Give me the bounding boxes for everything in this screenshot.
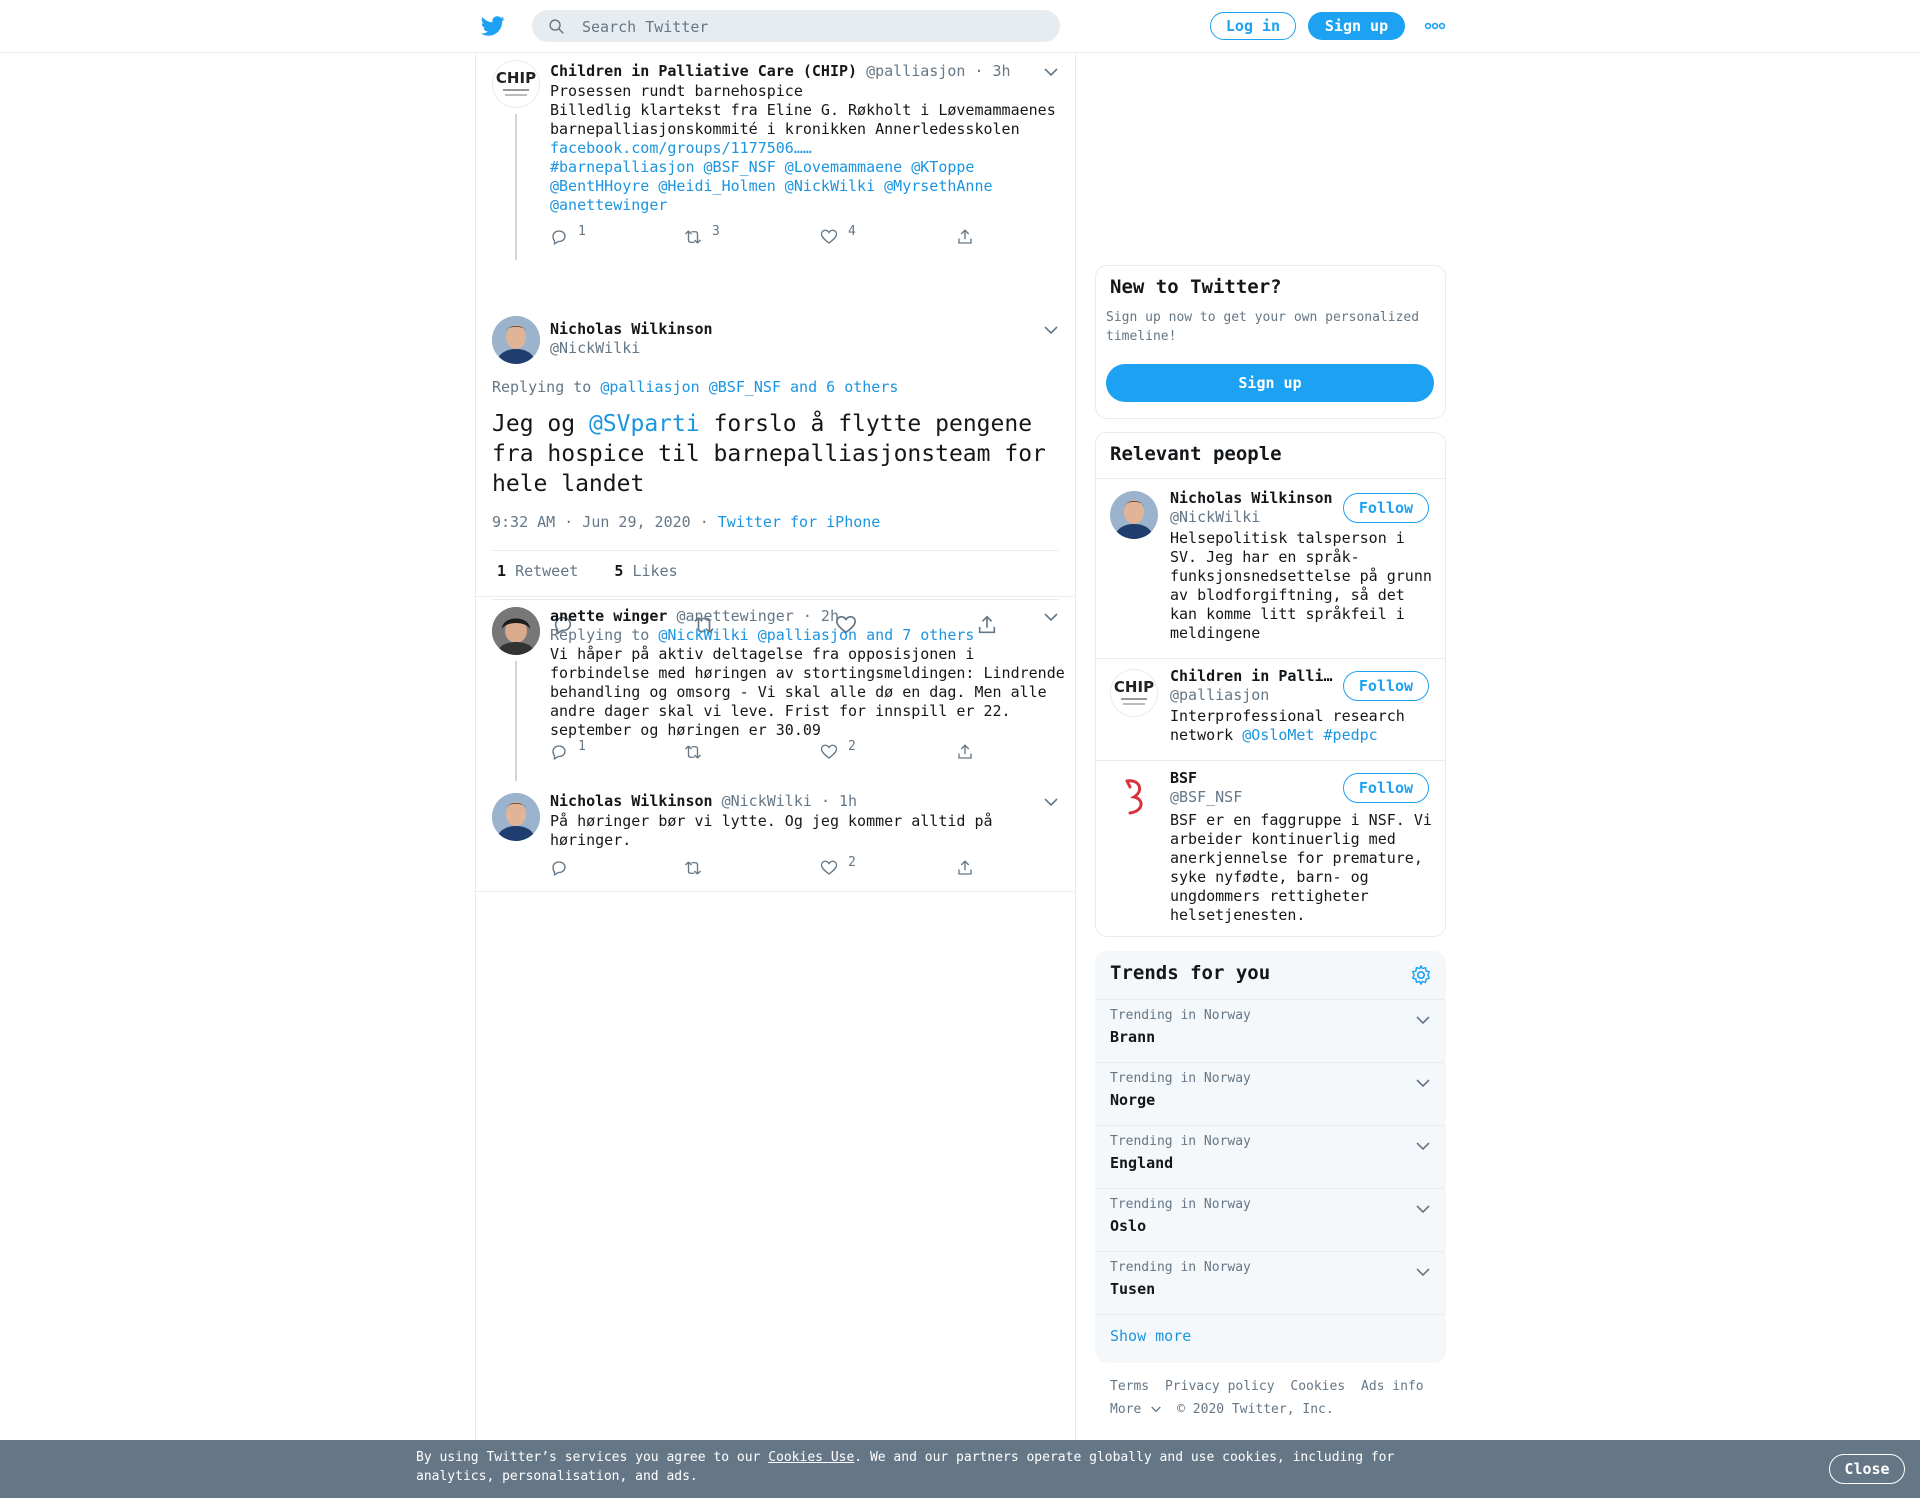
trend-name[interactable]: Tusen — [1110, 1280, 1156, 1298]
reply-tweet[interactable] — [476, 597, 1075, 781]
tweet-text: Prosessen rundt barnehospice Billedlig klartekst fra Eline G. Røkholt i Løvemammaenes barnepalliasjonskommité i kronikken Annerledesskolen facebook.com/groups/1177506…… #barnepalliasjon @BSF_NSF @Lovemammaene @KToppe @BentHHoyre @Heidi_Holmen @NickWilki @MyrsethAnne @anettewinger — [550, 82, 1070, 215]
retweet-icon — [684, 859, 702, 877]
person-name[interactable]: Nicholas Wilkinson — [1170, 489, 1333, 507]
trend-item[interactable] — [1096, 999, 1445, 1062]
trend-item[interactable] — [1096, 1062, 1445, 1125]
chevron-down-icon[interactable] — [1044, 326, 1058, 335]
cookie-close-button[interactable]: Close — [1829, 1454, 1905, 1484]
cookie-text: By using Twitter’s services you agree to our Cookies Use. We and our partners operate globally and use cookies, including for analytics, personalisation, and ads. — [416, 1450, 1395, 1484]
person-bio: BSF er en faggruppe i NSF. Vi arbeider kontinuerlig med anerkjennelse for premature, syke nyfødte, barn- og ungdommers rettigheter helsetjenesten. — [1170, 811, 1432, 924]
person-name[interactable]: BSF — [1170, 769, 1198, 787]
focused-tweet — [476, 262, 1075, 648]
nicholas-avatar[interactable] — [492, 316, 540, 364]
chevron-down-icon[interactable] — [1416, 1016, 1430, 1025]
footer-links — [1110, 1379, 1432, 1394]
share-icon — [956, 859, 974, 877]
tweet-text: På høringer bør vi lytte. Og jeg kommer alltid på høringer. — [550, 812, 993, 849]
tweet-header — [550, 607, 839, 625]
trend-name[interactable]: Norge — [1110, 1091, 1156, 1109]
chevron-down-icon[interactable] — [1044, 613, 1058, 622]
mention-link[interactable]: @SVparti — [588, 411, 700, 437]
search-input[interactable] — [580, 14, 1044, 40]
focused-author-handle[interactable]: @NickWilki — [550, 339, 641, 357]
focused-author-name[interactable]: Nicholas Wilkinson — [550, 320, 713, 338]
tweet-timestamp: 9:32 AM · Jun 29, 2020 · Twitter for iPhone — [492, 513, 881, 531]
trend-name[interactable]: England — [1110, 1154, 1174, 1172]
trend-context: Trending in Norway — [1110, 1260, 1251, 1275]
bio-hashtag[interactable]: #pedpc — [1323, 726, 1378, 744]
tweet-actions: 1 2 — [550, 741, 970, 761]
chip-logo-text: CHIP — [495, 69, 537, 87]
cookies-use-link[interactable]: Cookies Use — [768, 1450, 855, 1465]
author-name[interactable]: Children in Palliative Care (CHIP) — [550, 62, 858, 80]
person-handle[interactable]: @BSF_NSF — [1170, 788, 1243, 806]
trend-context: Trending in Norway — [1110, 1197, 1251, 1212]
person-item[interactable] — [1096, 658, 1445, 761]
anette-avatar[interactable] — [492, 607, 540, 655]
follow-button[interactable]: Follow — [1343, 773, 1429, 803]
terms-link[interactable]: Terms — [1110, 1379, 1150, 1394]
heart-icon — [820, 743, 838, 761]
signup-button[interactable]: Sign up — [1308, 12, 1405, 40]
search-bar[interactable] — [532, 10, 1060, 42]
chevron-down-icon[interactable] — [1416, 1079, 1430, 1088]
tweet-actions: 2 — [550, 857, 970, 877]
person-handle[interactable]: @palliasjon — [1170, 686, 1270, 704]
person-item[interactable] — [1096, 478, 1445, 659]
trend-name[interactable]: Oslo — [1110, 1217, 1147, 1235]
replying-to-link[interactable]: @palliasjon @BSF_NSF and 6 others — [600, 378, 899, 396]
privacy-link[interactable]: Privacy policy — [1164, 1379, 1275, 1394]
nicholas-avatar[interactable] — [1110, 491, 1158, 539]
focused-tweet-text: Jeg og @SVparti forslo å flytte pengene fra hospice til barnepalliasjonsteam for hele landet — [492, 411, 1046, 497]
retweet-icon — [684, 228, 702, 246]
more-link[interactable]: More — [1110, 1402, 1161, 1417]
author-name[interactable]: Nicholas Wilkinson — [550, 792, 713, 810]
new-to-twitter-card — [1095, 265, 1446, 419]
reply-icon — [550, 228, 568, 246]
thread-line — [515, 661, 517, 781]
share-icon — [956, 228, 974, 246]
reply-tweet[interactable] — [476, 781, 1075, 891]
show-more-link[interactable]: Show more — [1110, 1327, 1192, 1345]
author-handle[interactable]: @NickWilki — [721, 792, 812, 810]
replying-to-link[interactable]: @NickWilki @palliasjon and 7 others — [658, 626, 975, 644]
trend-context: Trending in Norway — [1110, 1134, 1251, 1149]
heart-icon — [820, 228, 838, 246]
retweet-icon — [684, 743, 702, 761]
tweet-time[interactable]: · 3h — [974, 62, 1011, 80]
tweet-mentions-1[interactable]: #barnepalliasjon @BSF_NSF @Lovemammaene @KToppe — [550, 158, 975, 176]
replying-to: Replying to @NickWilki @palliasjon and 7 others — [550, 626, 975, 644]
top-nav-bar — [0, 0, 1920, 53]
chip-avatar[interactable]: CHIP — [1110, 669, 1158, 717]
tweet-mentions-3[interactable]: @anettewinger — [550, 196, 668, 214]
parent-tweet[interactable] — [476, 52, 1075, 262]
card-subtitle: Sign up now to get your own personalized timeline! — [1106, 310, 1420, 344]
tweet-stats — [497, 562, 678, 580]
trend-item[interactable] — [1096, 1188, 1445, 1251]
trend-item[interactable] — [1096, 1251, 1445, 1314]
tweet-time[interactable]: · 2h — [802, 607, 839, 625]
divider — [492, 550, 1059, 551]
sidebar-signup-button[interactable]: Sign up — [1106, 364, 1434, 402]
person-item[interactable] — [1096, 760, 1445, 937]
chevron-down-icon — [1151, 1406, 1161, 1413]
follow-button[interactable]: Follow — [1343, 671, 1429, 701]
tweet-header — [550, 62, 1011, 80]
tweet-mentions-2[interactable]: @BentHHoyre @Heidi_Holmen @NickWilki @MyrsethAnne — [550, 177, 993, 195]
tweet-source-link[interactable]: Twitter for iPhone — [717, 513, 881, 531]
chip-avatar[interactable] — [492, 60, 540, 108]
chevron-down-icon[interactable] — [1416, 1268, 1430, 1277]
card-title: New to Twitter? — [1110, 276, 1282, 298]
timeline-column — [475, 52, 1076, 1446]
share-icon — [956, 743, 974, 761]
divider — [476, 891, 1075, 892]
copyright: © 2020 Twitter, Inc. — [1177, 1402, 1334, 1417]
login-button[interactable]: Log in — [1210, 12, 1296, 40]
author-handle[interactable]: @palliasjon — [866, 62, 966, 80]
tweet-header — [550, 792, 857, 810]
retweet-stat[interactable]: 1 Retweet — [497, 562, 579, 580]
tweet-link[interactable]: facebook.com/groups/1177506… — [550, 139, 803, 157]
trend-context: Trending in Norway — [1110, 1008, 1251, 1023]
chevron-down-icon[interactable] — [1416, 1142, 1430, 1151]
card-title: Relevant people — [1110, 443, 1282, 465]
nicholas-avatar[interactable] — [492, 793, 540, 841]
likes-stat[interactable]: 5 Likes — [614, 562, 678, 580]
tweet-text: Vi håper på aktiv deltagelse fra opposisjonen i forbindelse med høringen av stortingsmeldingen: Lindrende behandling og omsorg - Vi skal alle dø en dag. Men alle andre dager skal vi leve. Frist for innspill er 22. september og høringen er 30.09 — [550, 645, 1065, 739]
person-bio: Interprofessional research network @OsloMet #pedpc — [1170, 707, 1405, 744]
person-bio: Helsepolitisk talsperson i SV. Jeg har en språk-funksjonsnedsettelse på grunn av blodforgiftning, så det kan komme litt språkfeil i meldingene — [1170, 529, 1432, 642]
more-options-icon[interactable] — [1424, 20, 1446, 32]
footer-links-2 — [1110, 1402, 1342, 1417]
bsf-avatar[interactable] — [1110, 771, 1158, 819]
trend-name[interactable]: Brann — [1110, 1028, 1156, 1046]
chevron-down-icon[interactable] — [1044, 68, 1058, 77]
twitter-bird-icon[interactable] — [480, 14, 506, 38]
person-handle[interactable]: @NickWilki — [1170, 508, 1261, 526]
reply-icon — [550, 859, 568, 877]
cookies-link[interactable]: Cookies — [1290, 1379, 1346, 1394]
trend-context: Trending in Norway — [1110, 1071, 1251, 1086]
search-icon — [548, 18, 565, 35]
trend-item[interactable] — [1096, 1125, 1445, 1188]
card-title: Trends for you — [1110, 962, 1271, 984]
tweet-time[interactable]: · 1h — [820, 792, 858, 810]
follow-button[interactable]: Follow — [1343, 493, 1429, 523]
heart-icon — [820, 859, 838, 877]
author-handle[interactable]: @anettewinger — [676, 607, 794, 625]
person-name[interactable]: Children in Palli… — [1170, 667, 1333, 685]
trends-card — [1095, 951, 1446, 1363]
bio-link[interactable]: @OsloMet — [1242, 726, 1315, 744]
relevant-people-card — [1095, 432, 1446, 937]
replying-to: Replying to @palliasjon @BSF_NSF and 6 others — [492, 378, 899, 396]
gear-icon[interactable] — [1410, 964, 1432, 986]
tweet-actions: 1 3 4 — [550, 226, 970, 246]
chevron-down-icon[interactable] — [1044, 798, 1058, 807]
chevron-down-icon[interactable] — [1416, 1205, 1430, 1214]
ads-info-link[interactable]: Ads info — [1361, 1379, 1424, 1394]
thread-line — [515, 114, 517, 260]
cookie-banner — [0, 1440, 1920, 1498]
reply-icon — [550, 743, 568, 761]
author-name[interactable]: anette winger — [550, 607, 668, 625]
